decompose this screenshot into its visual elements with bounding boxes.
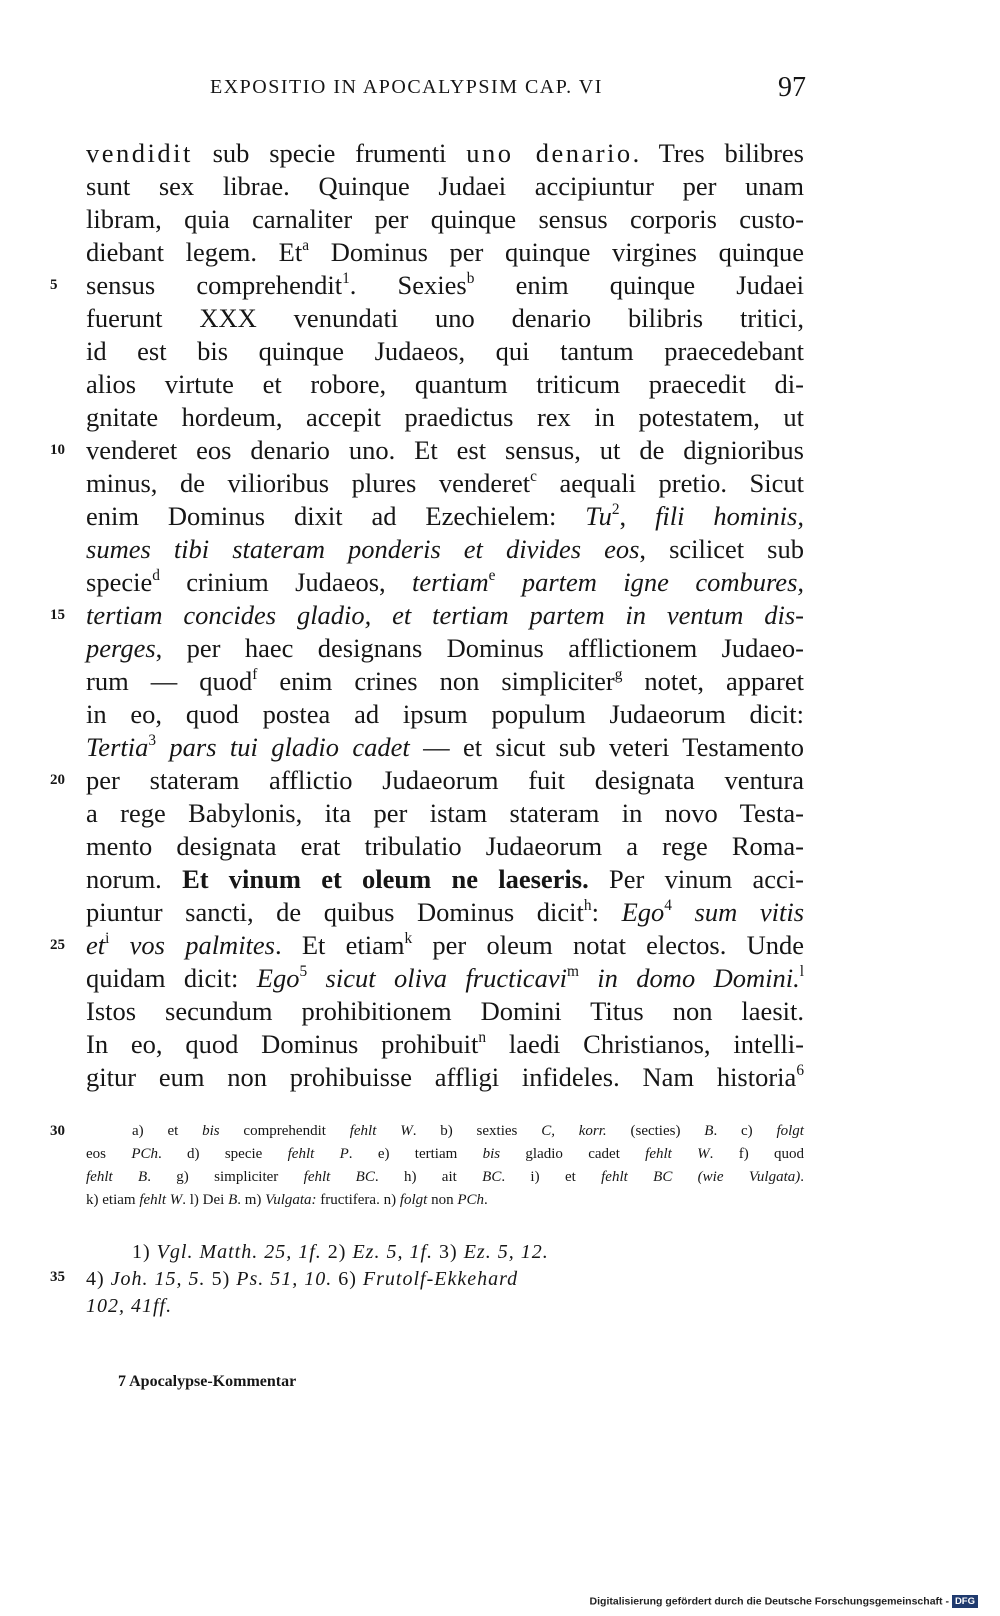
line-number: 20: [50, 772, 65, 788]
text-line: sumes tibi stateram ponderis et divides eos, scilicet sub: [86, 534, 804, 564]
line-number: 10: [50, 442, 65, 458]
text-line: norum. Et vinum et oleum ne laeseris. Per vinum acci-: [86, 864, 805, 894]
text-line: In eo, quod Dominus prohibuit$^n$ laedi Christianos, intelli-: [86, 1028, 804, 1059]
text-line: minus, de vilioribus plures venderet$^c$ aequali pretio. Sicut: [86, 467, 804, 498]
text-line: mento designata erat tribulatio Judaeorum a rege Roma-: [86, 831, 804, 861]
footnote-line: 4) Joh. 15, 5. 5) Ps. 51, 10. 6) Frutolf-Ekkehard: [86, 1268, 519, 1290]
footnote-line: 102, 41ff.: [86, 1295, 173, 1317]
line-number: 25: [50, 937, 65, 953]
text-line: tertiam concides gladio, et tertiam partem in ventum dis-: [86, 600, 804, 630]
line-number: 35: [50, 1269, 65, 1285]
text-line: enim Dominus dixit ad Ezechielem: Tu$^2$, fili hominis,: [86, 500, 804, 531]
line-number: 5: [50, 277, 58, 293]
line-number: 30: [50, 1123, 65, 1139]
apparatus-line: a) et bis comprehendit fehlt W. b) sexties C, korr. (secties) B. c) folgt: [132, 1123, 804, 1139]
running-header-title: EXPOSITIO IN APOCALYPSIM CAP. VI: [210, 76, 603, 98]
text-line: vendidit sub specie frumenti uno denario. Tres bilibres: [86, 138, 804, 168]
text-line: libram, quia carnaliter per quinque sensus corporis custo-: [86, 204, 804, 234]
text-line: specie$^d$ crinium Judaeos, tertiam$^e$ partem igne combures,: [86, 566, 805, 597]
text-line: Tertia$^3$ pars tui gladio cadet — et sicut sub veteri Testamento: [86, 731, 804, 762]
text-line: gnitate hordeum, accepit praedictus rex in potestatem, ut: [86, 402, 804, 432]
apparatus-line: fehlt B. g) simpliciter fehlt BC. h) ait BC. i) et fehlt BC (wie Vulgata).: [86, 1169, 804, 1185]
text-line: per stateram afflictio Judaeorum fuit designata ventura: [86, 765, 804, 795]
digitization-credit: Digitalisierung gefördert durch die Deutsche Forschungsgemeinschaft - DFG: [590, 1595, 978, 1608]
text-line: venderet eos denario uno. Et est sensus, ut de dignioribus: [86, 435, 804, 465]
text-line: id est bis quinque Judaeos, qui tantum praecedebant: [86, 336, 804, 366]
text-line: sunt sex librae. Quinque Judaei accipiuntur per unam: [86, 171, 804, 201]
text-line: fuerunt XXX venundati uno denario bilibris tritici,: [86, 303, 804, 333]
footnote-line: 1) Vgl. Matth. 25, 1f. 2) Ez. 5, 1f. 3) Ez. 5, 12.: [132, 1241, 549, 1263]
text-line: a rege Babylonis, ita per istam stateram in novo Testa-: [86, 798, 804, 828]
text-line: Istos secundum prohibitionem Domini Titus non laesit.: [86, 996, 804, 1026]
printer-signature: 7 Apocalypse-Kommentar: [118, 1373, 297, 1390]
text-line: perges, per haec designans Dominus afflictionem Judaeo-: [86, 633, 804, 663]
page-number: 97: [778, 72, 806, 103]
line-number: 15: [50, 607, 65, 623]
apparatus-line: eos PCh. d) specie fehlt P. e) tertiam bis gladio cadet fehlt W. f) quod: [86, 1146, 804, 1162]
text-line: in eo, quod postea ad ipsum populum Judaeorum dicit:: [86, 699, 804, 729]
text-line: alios virtute et robore, quantum triticum praecedit di-: [86, 369, 804, 399]
apparatus-line: k) etiam fehlt W. l) Dei B. m) Vulgata: fructifera. n) folgt non PCh.: [86, 1192, 488, 1208]
text-line: rum — quod$^f$ enim crines non simpliciter$^g$ notet, apparet: [86, 665, 804, 696]
text-line: quidam dicit: Ego$^5$ sicut oliva fructicavi$^m$ in domo Domini.$^l$: [86, 962, 805, 993]
text-line: $et^i$ vos palmites. Et etiam$^k$ per oleum notat electos. Unde: [86, 929, 804, 960]
text-line: piuntur sancti, de quibus Dominus dicit$^h$: Ego$^4$ sum vitis: [86, 896, 805, 927]
text-line: gitur eum non prohibuisse affligi infideles. Nam historia$^6$: [86, 1061, 804, 1092]
dfg-logo: DFG: [952, 1595, 978, 1608]
text-line: diebant legem. Et$^a$ Dominus per quinque virgines quinque: [86, 236, 804, 267]
text-line: sensus comprehendit$^1$. Sexies$^b$ enim quinque Judaei: [86, 269, 805, 300]
